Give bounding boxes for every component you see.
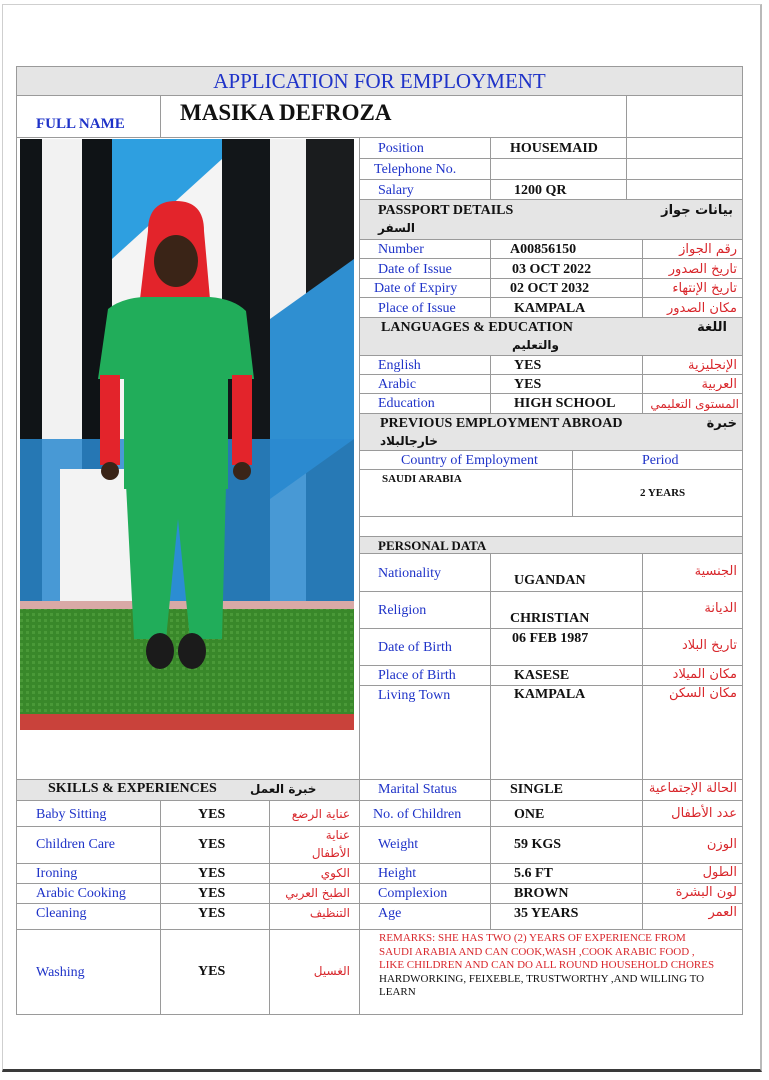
skill-children-care-label: Children Care <box>36 837 115 852</box>
date-of-birth-ar: تاريخ البلاد <box>681 638 737 653</box>
age-value: 35 YEARS <box>514 906 579 921</box>
position-value: HOUSEMAID <box>510 141 598 156</box>
weight-value: 59 KGS <box>514 837 562 852</box>
place-of-birth-label: Place of Birth <box>378 668 456 683</box>
skill-ironing-value: YES <box>198 866 226 881</box>
place-of-issue-value: KAMPALA <box>514 301 586 316</box>
skill-arabic-cooking-ar: الطبخ العربي <box>285 886 350 900</box>
period-value: 2 YEARS <box>640 487 686 499</box>
remarks-line-3: LIKE CHILDREN AND CAN DO ALL ROUND HOUSEHOLD CHORES <box>379 959 715 971</box>
skill-arabic-cooking-label: Arabic Cooking <box>36 886 126 901</box>
skill-baby-sitting-ar: عناية الرضع <box>291 807 350 821</box>
country-of-employment-value: SAUDI ARABIA <box>382 473 462 485</box>
skill-washing-label: Washing <box>36 965 85 980</box>
full-name-label: FULL NAME <box>36 116 125 132</box>
languages-heading-ar-1: اللغة <box>697 320 727 335</box>
skill-arabic-cooking-value: YES <box>198 886 226 901</box>
skill-ironing-ar: الكوي <box>320 866 350 880</box>
age-ar: العمر <box>708 905 737 920</box>
languages-heading-ar-2: والتعليم <box>512 338 559 352</box>
languages-heading: LANGUAGES & EDUCATION <box>381 320 573 335</box>
remarks-line-1: REMARKS: SHE HAS TWO (2) YEARS OF EXPERIENCE FROM <box>379 932 686 944</box>
employment-heading-ar-1: خبرة <box>706 416 737 431</box>
english-ar: الإنجليزية <box>687 358 737 373</box>
skills-heading-ar: خبرة العمل <box>250 782 317 796</box>
place-of-birth-value: KASESE <box>514 668 570 683</box>
age-label: Age <box>378 906 402 921</box>
period-label: Period <box>642 453 679 468</box>
weight-label: Weight <box>378 837 419 852</box>
passport-heading-ar-1: بيانات جواز <box>661 203 733 218</box>
date-of-issue-value: 03 OCT 2022 <box>512 262 592 277</box>
children-ar: عدد الأطفال <box>671 806 737 821</box>
full-name-value: MASIKA DEFROZA <box>180 100 392 125</box>
education-ar: المستوى التعليمي <box>650 397 739 411</box>
date-of-expiry-value: 02 OCT 2032 <box>510 281 590 296</box>
complexion-ar: لون البشرة <box>675 885 737 900</box>
skill-cleaning-value: YES <box>198 906 226 921</box>
skill-baby-sitting-label: Baby Sitting <box>36 807 107 822</box>
telephone-label: Telephone No. <box>374 162 457 177</box>
skill-ironing-label: Ironing <box>36 866 78 881</box>
living-town-value: KAMPALA <box>514 687 586 702</box>
remarks-line-5: LEARN <box>379 986 416 998</box>
page-title: APPLICATION FOR EMPLOYMENT <box>213 69 546 93</box>
passport-number-ar: رقم الجواز <box>679 242 737 257</box>
passport-heading: PASSPORT DETAILS <box>378 203 514 218</box>
passport-number-label: Number <box>378 242 424 257</box>
place-of-issue-ar: مكان الصدور <box>666 301 737 316</box>
education-label: Education <box>378 396 435 411</box>
salary-value: 1200 QR <box>514 183 567 198</box>
passport-heading-ar-2: السفر <box>378 221 415 235</box>
skill-washing-value: YES <box>198 964 226 979</box>
passport-number-value: A00856150 <box>510 242 577 257</box>
place-of-birth-ar: مكان الميلاد <box>672 667 737 682</box>
living-town-label: Living Town <box>378 688 451 703</box>
complexion-value: BROWN <box>514 886 569 901</box>
arabic-label: Arabic <box>378 377 417 392</box>
applicant-photo <box>20 139 354 730</box>
skill-children-care-ar-1: عناية <box>325 828 350 842</box>
date-of-expiry-label: Date of Expiry <box>374 281 458 296</box>
height-ar: الطول <box>702 865 737 880</box>
weight-ar: الوزن <box>706 837 737 852</box>
salary-label: Salary <box>378 183 414 198</box>
marital-status-label: Marital Status <box>378 782 457 797</box>
employment-heading: PREVIOUS EMPLOYMENT ABROAD <box>380 416 623 431</box>
complexion-label: Complexion <box>378 886 448 901</box>
country-of-employment-label: Country of Employment <box>401 453 538 468</box>
skill-children-care-value: YES <box>198 837 226 852</box>
remarks-line-4: HARDWORKING, FEIXEBLE, TRUSTWORTHY ,AND WILLING TO <box>379 972 705 985</box>
education-value: HIGH SCHOOL <box>514 396 616 411</box>
height-label: Height <box>378 866 417 881</box>
arabic-ar: العربية <box>701 377 737 392</box>
children-label: No. of Children <box>373 807 462 822</box>
height-value: 5.6 FT <box>514 866 553 881</box>
remarks-block <box>379 932 739 1000</box>
living-town-ar: مكان السكن <box>668 686 737 701</box>
arabic-value: YES <box>514 377 542 392</box>
skill-cleaning-ar: التنظيف <box>309 906 350 920</box>
date-of-birth-value: 06 FEB 1987 <box>512 631 589 646</box>
marital-status-ar: الحالة الإجتماعية <box>648 781 737 796</box>
children-value: ONE <box>514 807 545 822</box>
skills-heading: SKILLS & EXPERIENCES <box>48 781 217 796</box>
date-of-issue-label: Date of Issue <box>378 262 452 277</box>
religion-ar: الديانة <box>704 601 737 616</box>
date-of-birth-label: Date of Birth <box>378 640 452 655</box>
remarks-line-2: SAUDI ARABIA AND CAN COOK,WASH ,COOK ARABIC FOOD , <box>379 945 695 958</box>
nationality-label: Nationality <box>378 566 441 581</box>
nationality-ar: الجنسية <box>694 564 737 579</box>
english-value: YES <box>514 358 542 373</box>
marital-status-value: SINGLE <box>510 782 563 797</box>
skill-children-care-ar-2: الأطفال <box>311 846 350 860</box>
english-label: English <box>378 358 421 373</box>
date-of-expiry-ar: تاريخ الإنتهاء <box>672 281 737 296</box>
religion-value: CHRISTIAN <box>510 611 590 626</box>
skill-cleaning-label: Cleaning <box>36 906 87 921</box>
skill-baby-sitting-value: YES <box>198 807 226 822</box>
skill-washing-ar: الغسيل <box>313 964 350 978</box>
date-of-issue-ar: تاريخ الصدور <box>668 262 737 277</box>
personal-heading: PERSONAL DATA <box>378 538 487 553</box>
place-of-issue-label: Place of Issue <box>378 301 456 316</box>
nationality-value: UGANDAN <box>514 573 586 588</box>
position-label: Position <box>378 141 424 156</box>
employment-heading-ar-2: خارجالبلاد <box>380 434 438 448</box>
religion-label: Religion <box>378 603 427 618</box>
